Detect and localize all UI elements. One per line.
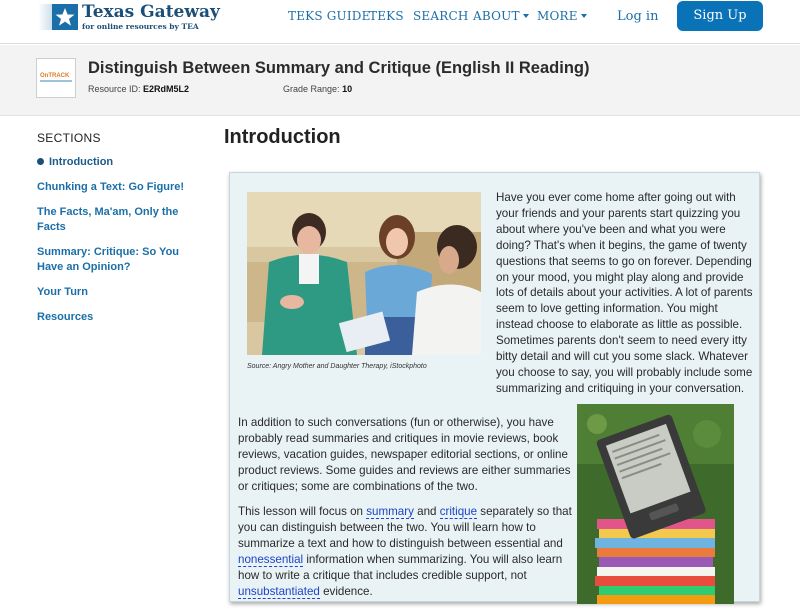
intro-paragraph: Have you ever come home after going out with your friends and your parents start quizzing you about where you've been and what you were doing? That's when it begins, the game of twenty questions that seems to go on forever. Depending on your mood, you might play along and provide lots of details about your activities. A lot of parents seem to love getting information. You might instead choose to elaborate as little as possible. Sometimes parents don't seem to need every itty bitty detail and will cut you some slack. Whatever you choose to say, you will probably include some summarizing and critiquing in your conversation. [496,191,753,395]
top-navigation [0,0,800,44]
content-panel [229,172,760,602]
thumbnail-logo-text: OnTRACK [40,73,70,79]
nav-teks[interactable]: TEKS [369,9,404,23]
section-resources[interactable]: Resources [37,311,94,323]
page-title: Introduction [224,126,341,148]
sections-heading: SECTIONS [37,131,101,145]
section-summary-critique[interactable]: Summary: Critique: So You Have an Opinion? [37,246,180,273]
logo-title: Texas Gateway [82,2,220,22]
glossary-link-summary[interactable]: summary [366,505,414,518]
lesson-focus-paragraph: This lesson will focus on summary and critique separately so that you can distinguish between the two. You will learn how to summarize a text and how to distinguish between essential and nonessential information when summarizing. You will also learn how to write a critique that includes credible support, not unsubstantiated evidence. [238,505,572,598]
resource-title: Distinguish Between Summary and Critique (English II Reading) [88,59,590,77]
login-link[interactable]: Log in [617,9,659,24]
star-icon [52,4,78,30]
ereader-on-books-photo [577,404,734,604]
nav-search[interactable]: SEARCH [413,9,469,23]
nav-more[interactable]: MORE [537,9,587,23]
section-chunking[interactable]: Chunking a Text: Go Figure! [37,181,185,193]
conversations-paragraph: In addition to such conversations (fun or otherwise), you have probably read summaries and critiques in movie reviews, book reviews, vacation guides, newspaper editorial sections, or online product reviews. Some guides and reviews are either summaries or critiques; some are combinations of the two. [238,416,571,493]
photo-caption: Source: Angry Mother and Daughter Therapy, iStockphoto [247,363,427,370]
section-facts[interactable]: The Facts, Ma'am, Only the Facts [37,206,179,233]
glossary-link-unsubstantiated[interactable]: unsubstantiated [238,584,320,598]
section-introduction[interactable]: Introduction [37,155,207,170]
glossary-link-nonessential[interactable]: nonessential [238,552,304,566]
resource-thumbnail [36,58,76,98]
family-conversation-photo [247,192,481,355]
logo-subtitle: for online resources by TEA [82,22,199,31]
resource-header [0,45,800,116]
caret-down-icon [581,14,587,18]
resource-id: Resource ID: E2RdM5L2 [88,84,190,94]
signup-button[interactable]: Sign Up [677,1,763,31]
grade-range: Grade Range: 10 [283,84,353,94]
texas-gateway-logo[interactable] [38,2,228,36]
glossary-link-critique[interactable]: critique [439,505,478,518]
nav-teks-guide[interactable]: TEKS GUIDE [288,9,371,23]
bullet-dot-icon [37,158,44,165]
section-your-turn[interactable]: Your Turn [37,286,88,298]
caret-down-icon [523,14,529,18]
nav-about[interactable]: ABOUT [473,9,529,23]
